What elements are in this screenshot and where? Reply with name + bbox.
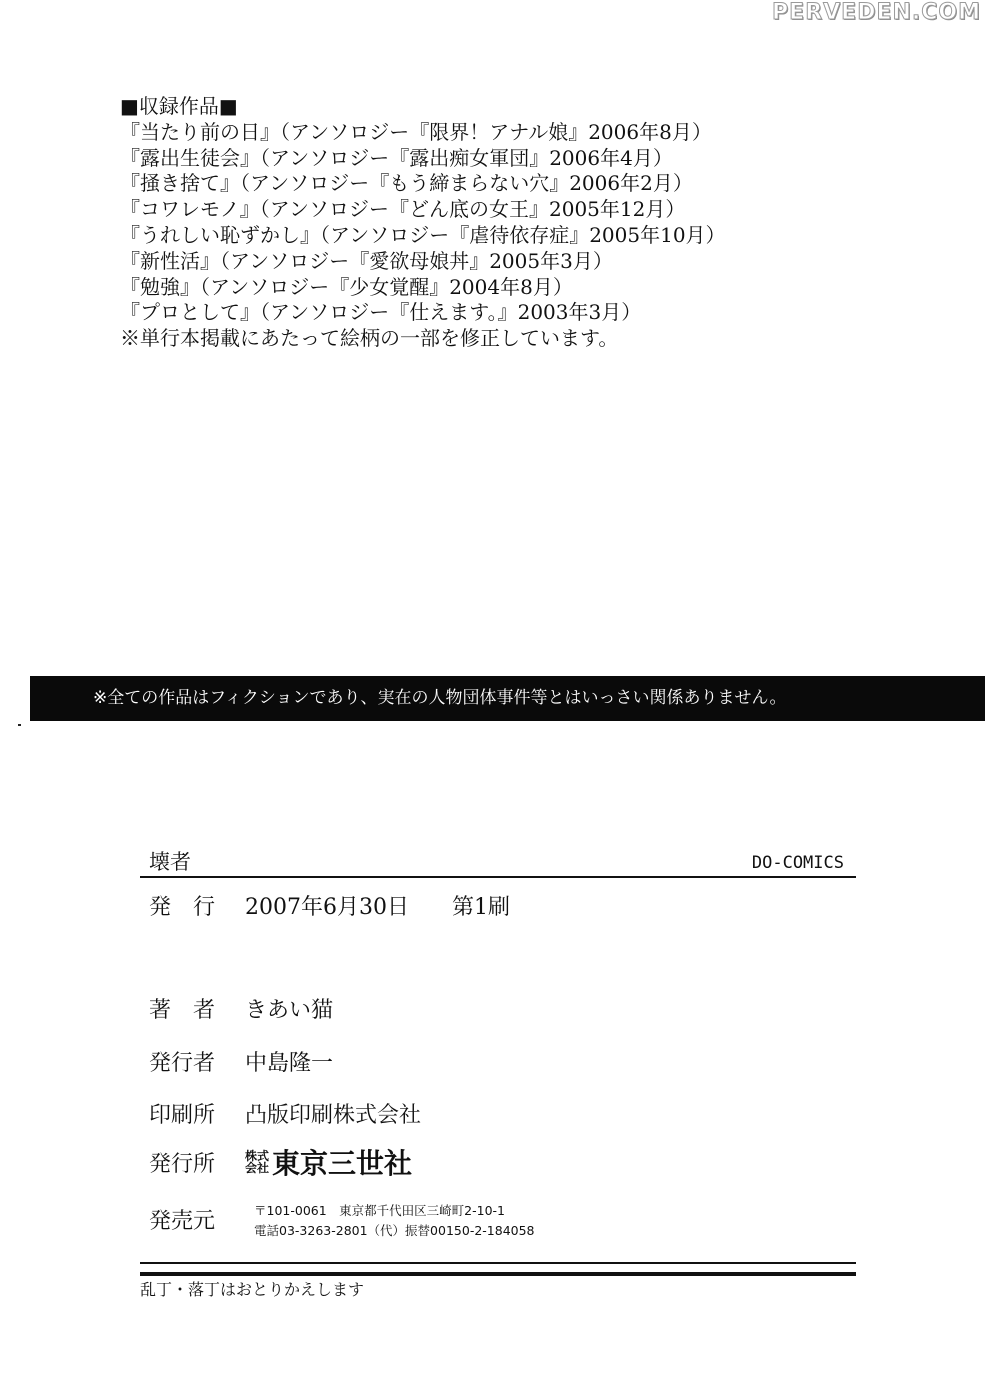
distributor-row bbox=[149, 1201, 535, 1243]
author-label: 著 者 bbox=[149, 998, 216, 1023]
issue-label: 発 行 bbox=[149, 895, 216, 920]
title-row bbox=[140, 848, 856, 878]
issue-date: 2007年6月30日 bbox=[245, 895, 409, 920]
issue-row bbox=[149, 890, 510, 921]
book-title: 壊者 bbox=[149, 850, 191, 874]
rule-thick bbox=[140, 1272, 856, 1276]
publisher-person-row bbox=[149, 1046, 333, 1077]
work-item: 『うれしい恥ずかし』（アンソロジー『虐待依存症』2005年10月） bbox=[120, 222, 726, 247]
disclaimer-text: ※全ての作品はフィクションであり、実在の人物団体事件等とはいっさい関係ありません。 bbox=[93, 688, 787, 708]
printer-row bbox=[149, 1098, 421, 1129]
author-name: きあい猫 bbox=[245, 998, 334, 1023]
distributor-address: 〒101-0061 東京都千代田区三崎町2-10-1 bbox=[254, 1203, 506, 1218]
kabushiki-bottom: 会社 bbox=[245, 1161, 270, 1175]
included-works bbox=[120, 94, 940, 352]
distributor-contact bbox=[254, 1201, 535, 1241]
bottom-rules bbox=[140, 1262, 856, 1276]
work-item: 『新性活』（アンソロジー『愛欲母娘丼』2005年3月） bbox=[120, 248, 613, 273]
work-item: 『勉強』（アンソロジー『少女覚醒』2004年8月） bbox=[120, 274, 573, 299]
kabushiki-top: 株式 bbox=[245, 1149, 270, 1163]
disclaimer-banner bbox=[30, 676, 985, 721]
publisher-name: 東京三世社 bbox=[272, 1147, 413, 1180]
work-item: 『露出生徒会』（アンソロジー『露出痴女軍団』2006年4月） bbox=[120, 145, 673, 170]
work-item: 『プロとして』（アンソロジー『仕えます。』2003年3月） bbox=[120, 300, 642, 325]
work-item: 『コワレモノ』（アンソロジー『どん底の女王』2005年12月） bbox=[120, 197, 686, 222]
distributor-label: 発売元 bbox=[149, 1209, 216, 1234]
kabushiki-mark bbox=[245, 1150, 269, 1174]
work-item: 『掻き捨て』（アンソロジー『もう締まらない穴』2006年2月） bbox=[120, 171, 693, 196]
printing-number: 第1刷 bbox=[452, 895, 510, 920]
publisher-row bbox=[149, 1142, 412, 1182]
colophon bbox=[140, 848, 856, 1238]
author-row bbox=[149, 993, 333, 1024]
watermark: PERVEDEN.COM bbox=[772, 0, 981, 25]
distributor-phone: 電話03-3263-2801（代）振替00150-2-184058 bbox=[254, 1223, 535, 1238]
print-speck bbox=[18, 724, 21, 726]
replacement-notice: 乱丁・落丁はおとりかえします bbox=[140, 1280, 365, 1299]
publisher-label: 発行所 bbox=[149, 1151, 216, 1177]
publisher-person-name: 中島隆一 bbox=[245, 1051, 334, 1076]
printer-label: 印刷所 bbox=[149, 1103, 216, 1128]
works-heading: ■収録作品■ bbox=[120, 94, 238, 118]
publisher-person-label: 発行者 bbox=[149, 1051, 216, 1076]
printer-name: 凸版印刷株式会社 bbox=[245, 1103, 422, 1128]
works-note: ※単行本掲載にあたって絵柄の一部を修正しています。 bbox=[120, 326, 619, 351]
series-label: DO-COMICS bbox=[751, 853, 844, 873]
work-item: 『当たり前の日』（アンソロジー『限界！アナル娘』2006年8月） bbox=[120, 119, 712, 144]
